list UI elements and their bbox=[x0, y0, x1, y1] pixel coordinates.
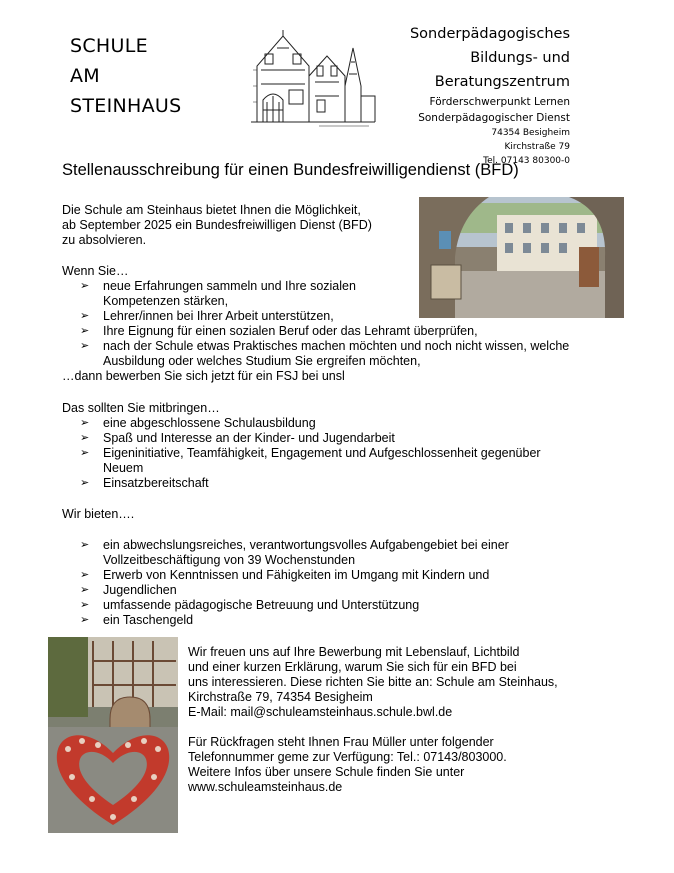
org-line: Bildungs- und bbox=[470, 50, 570, 66]
school-name bbox=[70, 31, 181, 121]
intro-line: zu absolvieren. bbox=[62, 233, 147, 247]
list-item-line: neue Erfahrungen sammeln und Ihre sozialen bbox=[103, 279, 356, 293]
school-gate-photo bbox=[419, 197, 624, 318]
bullet-arrow-icon: ➢ bbox=[80, 599, 90, 611]
list-item-line: Vollzeitbeschäftigung von 39 Wochenstunden bbox=[103, 553, 356, 567]
intro-line: Die Schule am Steinhaus bietet Ihnen die Möglichkeit, bbox=[62, 203, 361, 217]
list-item-line: Lehrer/innen bei Ihrer Arbeit unterstützen, bbox=[103, 309, 334, 323]
list-item-line: Eigeninitiative, Teamfähigkeit, Engagement und Aufgeschlossenheit gegenüber bbox=[103, 446, 541, 460]
list-item-line: Kompetenzen stärken, bbox=[103, 294, 229, 308]
list-item-line: Jugendlichen bbox=[103, 583, 177, 597]
org-line: Sonderpädagogisches bbox=[409, 26, 570, 42]
section-heading: Wenn Sie… bbox=[62, 264, 129, 278]
org-service: Sonderpädagogischer Dienst bbox=[418, 112, 570, 124]
application-line: Kirchstraße 79, 74354 Besigheim bbox=[188, 690, 373, 704]
list-item-line: Neuem bbox=[103, 461, 144, 475]
bullet-arrow-icon: ➢ bbox=[80, 614, 90, 626]
intro-line: ab September 2025 ein Bundesfreiwilligen Dienst (BFD) bbox=[62, 218, 372, 232]
org-phone: Tel. 07143 80300-0 bbox=[483, 156, 570, 166]
list-item-line: Ausbildung oder welches Studium Sie ergreifen möchten, bbox=[103, 354, 421, 368]
list-item-line: Erwerb von Kenntnissen und Fähigkeiten im Umgang mit Kindern und bbox=[103, 568, 490, 582]
organization-info bbox=[410, 22, 570, 168]
bullet-arrow-icon: ➢ bbox=[80, 340, 90, 352]
list-item-line: nach der Schule etwas Praktisches machen möchten und noch nicht wissen, welche bbox=[103, 339, 570, 353]
bullet-arrow-icon: ➢ bbox=[80, 417, 90, 429]
org-focus: Förderschwerpunkt Lernen bbox=[429, 96, 570, 108]
bullet-arrow-icon: ➢ bbox=[80, 280, 90, 292]
bullet-arrow-icon: ➢ bbox=[80, 569, 90, 581]
bullet-arrow-icon: ➢ bbox=[80, 432, 90, 444]
contact-line: Für Rückfragen steht Ihnen Frau Müller unter folgender bbox=[188, 735, 494, 749]
list-item-line: Spaß und Interesse an der Kinder- und Jugendarbeit bbox=[103, 431, 395, 445]
bullet-arrow-icon: ➢ bbox=[80, 447, 90, 459]
bullet-arrow-icon: ➢ bbox=[80, 325, 90, 337]
page-title: Stellenausschreibung für einen Bundesfreiwilligendienst (BFD) bbox=[62, 161, 519, 179]
school-name-line: STEINHAUS bbox=[70, 95, 182, 117]
list-item-line: Einsatzbereitschaft bbox=[103, 476, 209, 490]
school-building-sketch bbox=[249, 26, 377, 128]
section-heading: Wir bieten…. bbox=[62, 507, 135, 521]
website-link[interactable]: www.schuleamsteinhaus.de bbox=[188, 780, 343, 794]
application-email[interactable]: E-Mail: mail@schuleamsteinhaus.schule.bwl.de bbox=[188, 705, 453, 719]
application-line: uns interessieren. Diese richten Sie bitte an: Schule am Steinhaus, bbox=[188, 675, 558, 689]
closing-line: …dann bewerben Sie sich jetzt für ein FSJ bei unsl bbox=[62, 369, 345, 383]
org-street: Kirchstraße 79 bbox=[504, 142, 570, 152]
application-line: Wir freuen uns auf Ihre Bewerbung mit Lebenslauf, Lichtbild bbox=[188, 645, 520, 659]
list-item-line: ein Taschengeld bbox=[103, 613, 194, 627]
contact-line: Telefonnummer geme zur Verfügung: Tel.: 07143/803000. bbox=[188, 750, 507, 764]
section-heading: Das sollten Sie mitbringen… bbox=[62, 401, 220, 415]
org-line: Beratungszentrum bbox=[434, 74, 570, 90]
school-name-line: AM bbox=[70, 65, 100, 87]
bullet-arrow-icon: ➢ bbox=[80, 477, 90, 489]
application-line: und einer kurzen Erklärung, warum Sie sich für ein BFD bei bbox=[188, 660, 517, 674]
list-item-line: eine abgeschlossene Schulausbildung bbox=[103, 416, 316, 430]
bullet-arrow-icon: ➢ bbox=[80, 584, 90, 596]
students-heart-photo bbox=[48, 637, 178, 833]
list-item-line: ein abwechslungsreiches, verantwortungsvolles Aufgabengebiet bei einer bbox=[103, 538, 509, 552]
bullet-arrow-icon: ➢ bbox=[80, 310, 90, 322]
school-name-line: SCHULE bbox=[70, 35, 148, 57]
list-item-line: Ihre Eignung für einen sozialen Beruf oder das Lehramt überprüfen, bbox=[103, 324, 478, 338]
contact-line: Weitere Infos über unsere Schule finden Sie unter bbox=[188, 765, 465, 779]
list-item-line: umfassende pädagogische Betreuung und Unterstützung bbox=[103, 598, 420, 612]
bullet-arrow-icon: ➢ bbox=[80, 539, 90, 551]
org-city: 74354 Besigheim bbox=[491, 128, 570, 138]
